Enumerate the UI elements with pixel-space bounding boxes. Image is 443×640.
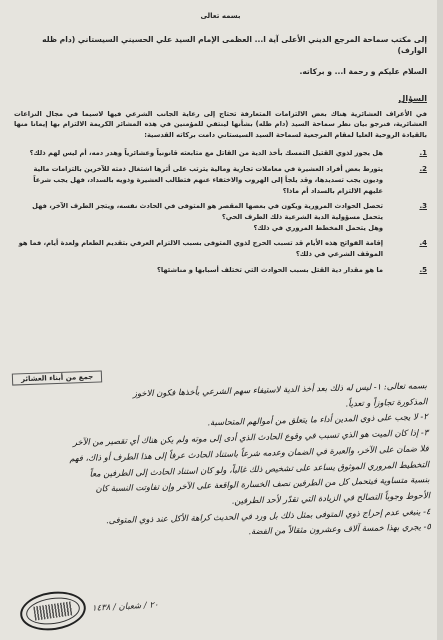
question-item [14, 148, 427, 159]
answer-line: المذكورة تجاوزاً و تعدياً. [345, 395, 428, 409]
question-text: ما هو مقدار دية القتل بسبب الحوادث التي تختلف أسبابها و مناشئها؟ [156, 265, 383, 274]
question-item [14, 164, 427, 196]
answer-line: الأحوط وجوباً التصالح في الزيادة التي تقدّر لأحد الطرفين. [231, 490, 431, 506]
question-text: إقامة الفواتح هذه الأيام قد تسبب الحرج لذوي المتوفى بسبب الالتزام العرفي بتقديم الطعام ولعدة أيام، فما هو الموقف الشرعي في ذلك؟ [18, 239, 383, 259]
question-number: 5. [419, 265, 427, 274]
question-item [14, 265, 427, 276]
question-number: 3. [419, 202, 427, 211]
answer-line: ٢- لا يجب على ذوي المدين أداء ما يتعلق من أموالهم المتحاسبة. [207, 411, 428, 428]
answer-line: التخطيط المروري الموثوق يساعد على تشخيص ذلك غالباً، ولو كان استناد الحادث إلى الطرفين معاً [89, 458, 430, 479]
section-title: السؤال [398, 93, 427, 103]
intro-paragraph: في الأعراف العشائرية هناك بعض الالتزامات المتعارفة تحتاج إلى رعاية الجانب الشرعي فيها لاسيما في مجال النزاعات العشائرية، فنرجو بيان نظر سماحة السيد (دام ظله) بشأنها لينتفي للمؤمنين في هذه المشائر الكريمة الالتزام بها إيمانا منها بالقيادة الروحية العليا لمقام المرجعية لسماحة السيد السيستاني دامت بركاته القدسية: [14, 109, 427, 139]
handwritten-answer [8, 378, 431, 547]
question-number: 1. [419, 148, 427, 157]
question-number: 2. [419, 165, 427, 174]
question-item [14, 201, 427, 233]
greeting-line: السلام عليكم و رحمة ا... و بركاته. [299, 66, 427, 76]
basmala-header: بسمه تعالى [200, 12, 241, 20]
answer-line: ٤- ينبغي عدم إحراج ذوي المتوفى بمثل ذلك بل ورد في الحديث كراهة الأكل عند ذوي المتوفى. [105, 505, 431, 525]
official-seal-icon [18, 588, 89, 635]
answer-line: بسمه تعالى: ١- ليس له ذلك بعد أخذ الدية لاستيفاء سهم الشرعي بأخذها فكون الاخوز [132, 380, 428, 399]
addressee-line: إلى مكتب سماحة المرجع الديني الأعلى آية ا... العظمى الإمام السيد علي الحسيني السيستاني (دام ظله الوارف) [42, 35, 427, 56]
question-item [14, 238, 427, 259]
answer-line: ٥- يجري بهذا خمسة آلاف وعشرون مثقالاً من الفضة. [248, 521, 432, 537]
questions-list [14, 148, 427, 276]
question-text [14, 201, 383, 233]
question-text-extra: وهل يتحمل المخطط المروري في ذلك؟ [253, 223, 383, 232]
question-text: هل يجوز لذوي القتيل التمسك بأخذ الدية من القاتل مع متابعته قانونياً وعشائرياً وهدر دمه، أم ليس لهم ذلك؟ [29, 148, 383, 157]
answer-line: بنسبة متساوية فيتحمل كل من الطرفين نصف الخسارة الواقعة على الآخر وإن تفاوتت النسبة كان [95, 474, 430, 494]
question-text: يتورط بعض أفراد العشيرة في معاملات تجارية ومالية يترتب على أثرها اشتغال ذمته للآخرين بالتزامات مالية وديون يجب تسديدها، وقد يلجأ إلى الهروب والاختفاء عنهم فتطالب العشيرة وذويه بالسداد، فهل يجب شرعاً عليهم الالتزام بالسداد أم ماذا؟ [33, 165, 383, 195]
date-line: ٢٠ / شعبان / ١٤٣٨ [91, 600, 159, 614]
signature-box-label: جمع من أبناء العشائر [12, 370, 103, 385]
question-text-main: تحصل الحوادث المرورية ويكون في بعضها المقصر هو المتوفى في الحادث نفسه، ويتجز الطرف الآخر، فهل يتحمل مسؤولية الدية الشرعية ذلك الطرف الحي؟ [32, 202, 383, 221]
answer-line: ٣- إذا كان الميت هو الذي تسبب في وقوع الحادث الذي أدى إلى موته ولم يكن هناك أي تقصير من الآخر [72, 427, 429, 448]
answer-line: فلا ضمان على الآخر، والعبرة في الضمان وعدمه شرعاً باستناد الحادث عرفاً إلى هذا الطرف أو ذاك، فهم [69, 442, 429, 463]
question-number: 4. [419, 239, 427, 248]
